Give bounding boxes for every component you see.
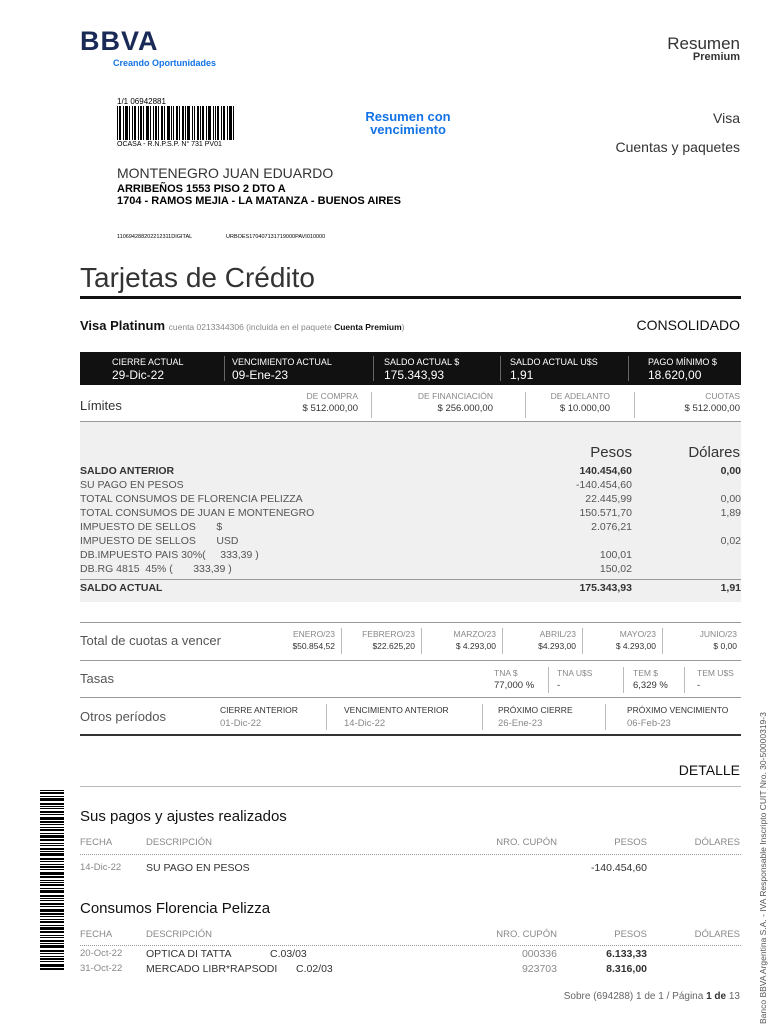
installment-month [430,629,496,651]
installment-value: $ 4.293,00 [615,641,656,651]
balance-row [80,563,741,577]
installment-separator [341,628,342,654]
consumos-header-cupon: NRO. CUPÓN [496,929,557,940]
side-barcode-icon [40,790,64,970]
summary-value: 1,91 [510,368,534,382]
rate-value: 6,329 % [633,680,668,691]
rate-item [633,668,668,691]
consumos-header-rule [80,945,741,946]
row-pesos: -140.454,60 [590,862,647,874]
limit-label: DE COMPRA [306,391,358,401]
rate-label: TNA U$S [557,668,593,678]
limit-separator [371,392,372,418]
summary-separator [224,356,225,381]
summary-label: PAGO MÍNIMO $ [648,357,717,367]
consumos-title: Consumos Florencia Pelizza [80,900,271,917]
payments-header-rule [80,854,741,855]
consumos-header-dolares: DÓLARES [694,929,740,940]
summary-label: SALDO ACTUAL $ [384,357,460,367]
limit-value: $ 512.000,00 [302,403,358,414]
payments-header-pesos: PESOS [614,837,647,848]
limit-compra [238,391,358,414]
installment-label: JUNIO/23 [699,629,737,639]
view-label: CONSOLIDADO [636,317,740,333]
addressee-name: MONTENEGRO JUAN EDUARDO [117,165,334,181]
installment-value: $22.625,20 [372,641,415,651]
period-label: PRÓXIMO VENCIMIENTO [627,705,729,715]
rate-separator [548,667,549,693]
balance-desc: TOTAL CONSUMOS DE FLORENCIA PELIZZA [80,493,303,505]
balance-desc: SALDO ACTUAL [80,582,163,594]
period-separator [605,704,606,730]
col-dolares-header: Dólares [688,444,740,461]
limit-financiacion [373,391,493,414]
installment-separator [582,628,583,654]
period-value: 14-Dic-22 [344,718,386,729]
rate-label: TNA $ [494,668,518,678]
balance-pesos: -140.454,60 [575,479,632,491]
summary-saldo-dolares [510,352,620,385]
limit-value: $ 256.000,00 [437,403,493,414]
installment-separator [421,628,422,654]
footer-total: 13 [728,991,740,1002]
summary-separator [628,356,629,381]
barcode-icon [117,106,234,140]
periods-rule [80,734,741,736]
footer-page: 1 de [706,991,727,1002]
rate-value: 77,000 % [494,680,535,691]
balance-row [80,465,741,479]
routing-code-2: URBOES170407131719000PAVI010000 [226,234,326,240]
summary-label: SALDO ACTUAL U$S [510,357,598,367]
row-cuota: C.02/03 [296,963,333,975]
installment-label: MARZO/23 [453,629,496,639]
summary-pago-minimo [648,352,738,385]
summary-label: CIERRE ACTUAL [112,357,184,367]
card-heading [80,318,404,333]
card-name: Visa Platinum [80,318,166,333]
doc-subtitle: Premium [692,51,740,63]
side-legal-text: Banco BBVA Argentina S.A. - IVA Responsable Inscripto CUIT Nro. 30-50000319-3 [758,712,768,1024]
period-item [220,705,298,729]
balance-rule [80,579,741,580]
summary-separator [500,356,501,381]
balance-dolares: 0,02 [720,535,741,547]
summary-value: 175.343,93 [384,368,445,382]
installment-label: FEBRERO/23 [362,629,415,639]
row-fecha: 14-Dic-22 [80,862,122,873]
title-divider [80,296,741,299]
row-descripcion: OPTICA DI TATTA [146,948,232,960]
rate-separator [623,667,624,693]
period-item [344,705,449,729]
balance-row [80,521,741,535]
balance-row [80,549,741,563]
installment-month [269,629,335,651]
rate-item [557,668,592,691]
installments-bottom-rule [80,660,741,661]
rate-item [494,668,534,691]
period-value: 01-Dic-22 [220,718,262,729]
period-label: VENCIMIENTO ANTERIOR [344,705,449,715]
summary-cierre [112,352,252,385]
installment-month [349,629,415,651]
installment-value: $ 4.293,00 [455,641,496,651]
period-value: 06-Feb-23 [627,718,671,729]
balance-pesos: 140.454,60 [579,465,632,477]
rates-rule [80,697,741,698]
balance-desc: SU PAGO EN PESOS [80,479,184,491]
card-package: Cuenta Premium [334,322,402,332]
balance-pesos: 100,01 [599,549,632,561]
balance-row [80,582,741,596]
row-fecha: 31-Oct-22 [80,963,123,974]
rate-value: - [557,680,561,691]
balance-row [80,493,741,507]
rate-value: - [697,680,701,691]
page-title: Tarjetas de Crédito [80,262,316,293]
summary-separator [373,356,374,381]
card-account-suffix: ) [401,322,405,332]
doc-title: Resumen [667,34,740,53]
installment-label: MAYO/23 [619,629,656,639]
limit-cuotas [620,391,740,414]
installment-month [510,629,576,651]
balance-desc: IMPUESTO DE SELLOS $ [80,521,223,533]
periods-title: Otros períodos [80,709,166,724]
consumos-header-pesos: PESOS [614,929,647,940]
row-cuota: C.03/03 [270,948,307,960]
limit-value: $ 512.000,00 [684,403,740,414]
row-cupon: 923703 [521,963,557,975]
payments-header-descripcion: DESCRIPCIÓN [146,837,212,848]
installment-value: $ 0,00 [713,641,737,651]
summary-label: VENCIMIENTO ACTUAL [232,357,332,367]
row-cupon: 000336 [521,948,557,960]
limit-value: $ 10.000,00 [559,403,610,414]
barcode-number: 1/1 06942881 [117,97,166,106]
product-label: Visa [713,110,740,126]
rate-separator [684,667,685,693]
period-separator [482,704,483,730]
package-label: Cuentas y paquetes [615,139,740,155]
installment-value: $4.293,00 [538,641,576,651]
summary-vencimiento [232,352,372,385]
bbva-logo: BBVA [80,26,159,56]
detail-label: DETALLE [678,762,740,778]
routing-code-1: 110694288202212311DIGITAL [117,234,193,240]
limit-label: DE FINANCIACIÓN [417,391,493,401]
row-descripcion: SU PAGO EN PESOS [146,862,250,874]
balance-row [80,507,741,521]
period-label: CIERRE ANTERIOR [220,705,298,715]
balance-dolares: 1,89 [720,507,741,519]
rate-label: TEM U$S [697,668,734,678]
installment-month [590,629,656,651]
balance-dolares: 1,91 [720,582,741,594]
courier-label: OCASA - R.N.P.S.P. N° 731 PV01 [117,141,222,148]
limit-label: DE ADELANTO [550,391,610,401]
limits-title: Límites [80,398,122,413]
col-pesos-header: Pesos [590,444,632,461]
installment-separator [662,628,663,654]
statement-type: Resumen con vencimiento [365,109,451,137]
consumos-header-fecha: FECHA [80,929,113,940]
period-label: PRÓXIMO CIERRE [498,705,573,715]
limit-adelanto [490,391,610,414]
footer-prefix: Sobre (694288) 1 de 1 / Página [563,991,704,1002]
balance-dolares: 0,00 [720,465,741,477]
rates-title: Tasas [80,671,114,686]
row-fecha: 20-Oct-22 [80,948,123,959]
table-row [80,862,741,876]
balance-desc: DB.IMPUESTO PAIS 30%( 333,39 ) [80,549,259,561]
balance-pesos: 175.343,93 [579,582,632,594]
rate-item [697,668,734,691]
consumos-header-descripcion: DESCRIPCIÓN [146,929,212,940]
period-item [498,705,573,729]
installment-separator [502,628,503,654]
row-pesos: 6.133,33 [606,948,647,960]
summary-saldo-pesos [384,352,504,385]
table-row [80,963,741,977]
summary-bar [80,352,741,385]
row-descripcion: MERCADO LIBR*RAPSODI [146,963,278,975]
table-row [80,948,741,962]
balance-dolares: 0,00 [720,493,741,505]
logo-tagline: Creando Oportunidades [113,58,217,68]
payments-header-dolares: DÓLARES [694,837,740,848]
balance-desc: IMPUESTO DE SELLOS USD [80,535,239,547]
summary-value: 29-Dic-22 [112,368,165,382]
rate-label: TEM $ [633,668,659,678]
payments-header-cupon: NRO. CUPÓN [496,837,557,848]
card-account: cuenta 0213344306 (incluida en el paquete [168,322,332,332]
period-separator [326,704,327,730]
row-pesos: 8.316,00 [606,963,647,975]
page-footer [564,991,740,1002]
address-line-2: 1704 - RAMOS MEJIA - LA MATANZA - BUENOS AIRES [117,195,401,207]
balance-desc: TOTAL CONSUMOS DE JUAN E MONTENEGRO [80,507,315,519]
balance-pesos: 150.571,70 [579,507,632,519]
limit-label: CUOTAS [705,391,740,401]
balance-pesos: 150,02 [599,563,632,575]
payments-header-fecha: FECHA [80,837,113,848]
balance-row [80,535,741,549]
installment-label: ABRIL/23 [539,629,576,639]
installment-month [671,629,737,651]
installments-title: Total de cuotas a vencer [80,633,221,648]
summary-value: 09-Ene-23 [232,368,289,382]
installments-top-rule [80,622,741,623]
balance-desc: SALDO ANTERIOR [80,465,175,477]
period-value: 26-Ene-23 [498,718,543,729]
detail-rule [80,786,741,787]
balance-row [80,479,741,493]
summary-value: 18.620,00 [648,368,702,382]
address-line-1: ARRIBEÑOS 1553 PISO 2 DTO A [117,183,286,195]
installment-label: ENERO/23 [292,629,335,639]
balance-pesos: 22.445,99 [585,493,632,505]
period-item [627,705,728,729]
installment-value: $50.854,52 [292,641,335,651]
payments-title: Sus pagos y ajustes realizados [80,808,287,825]
balance-pesos: 2.076,21 [591,521,632,533]
balance-desc: DB.RG 4815 45% ( 333,39 ) [80,563,232,575]
